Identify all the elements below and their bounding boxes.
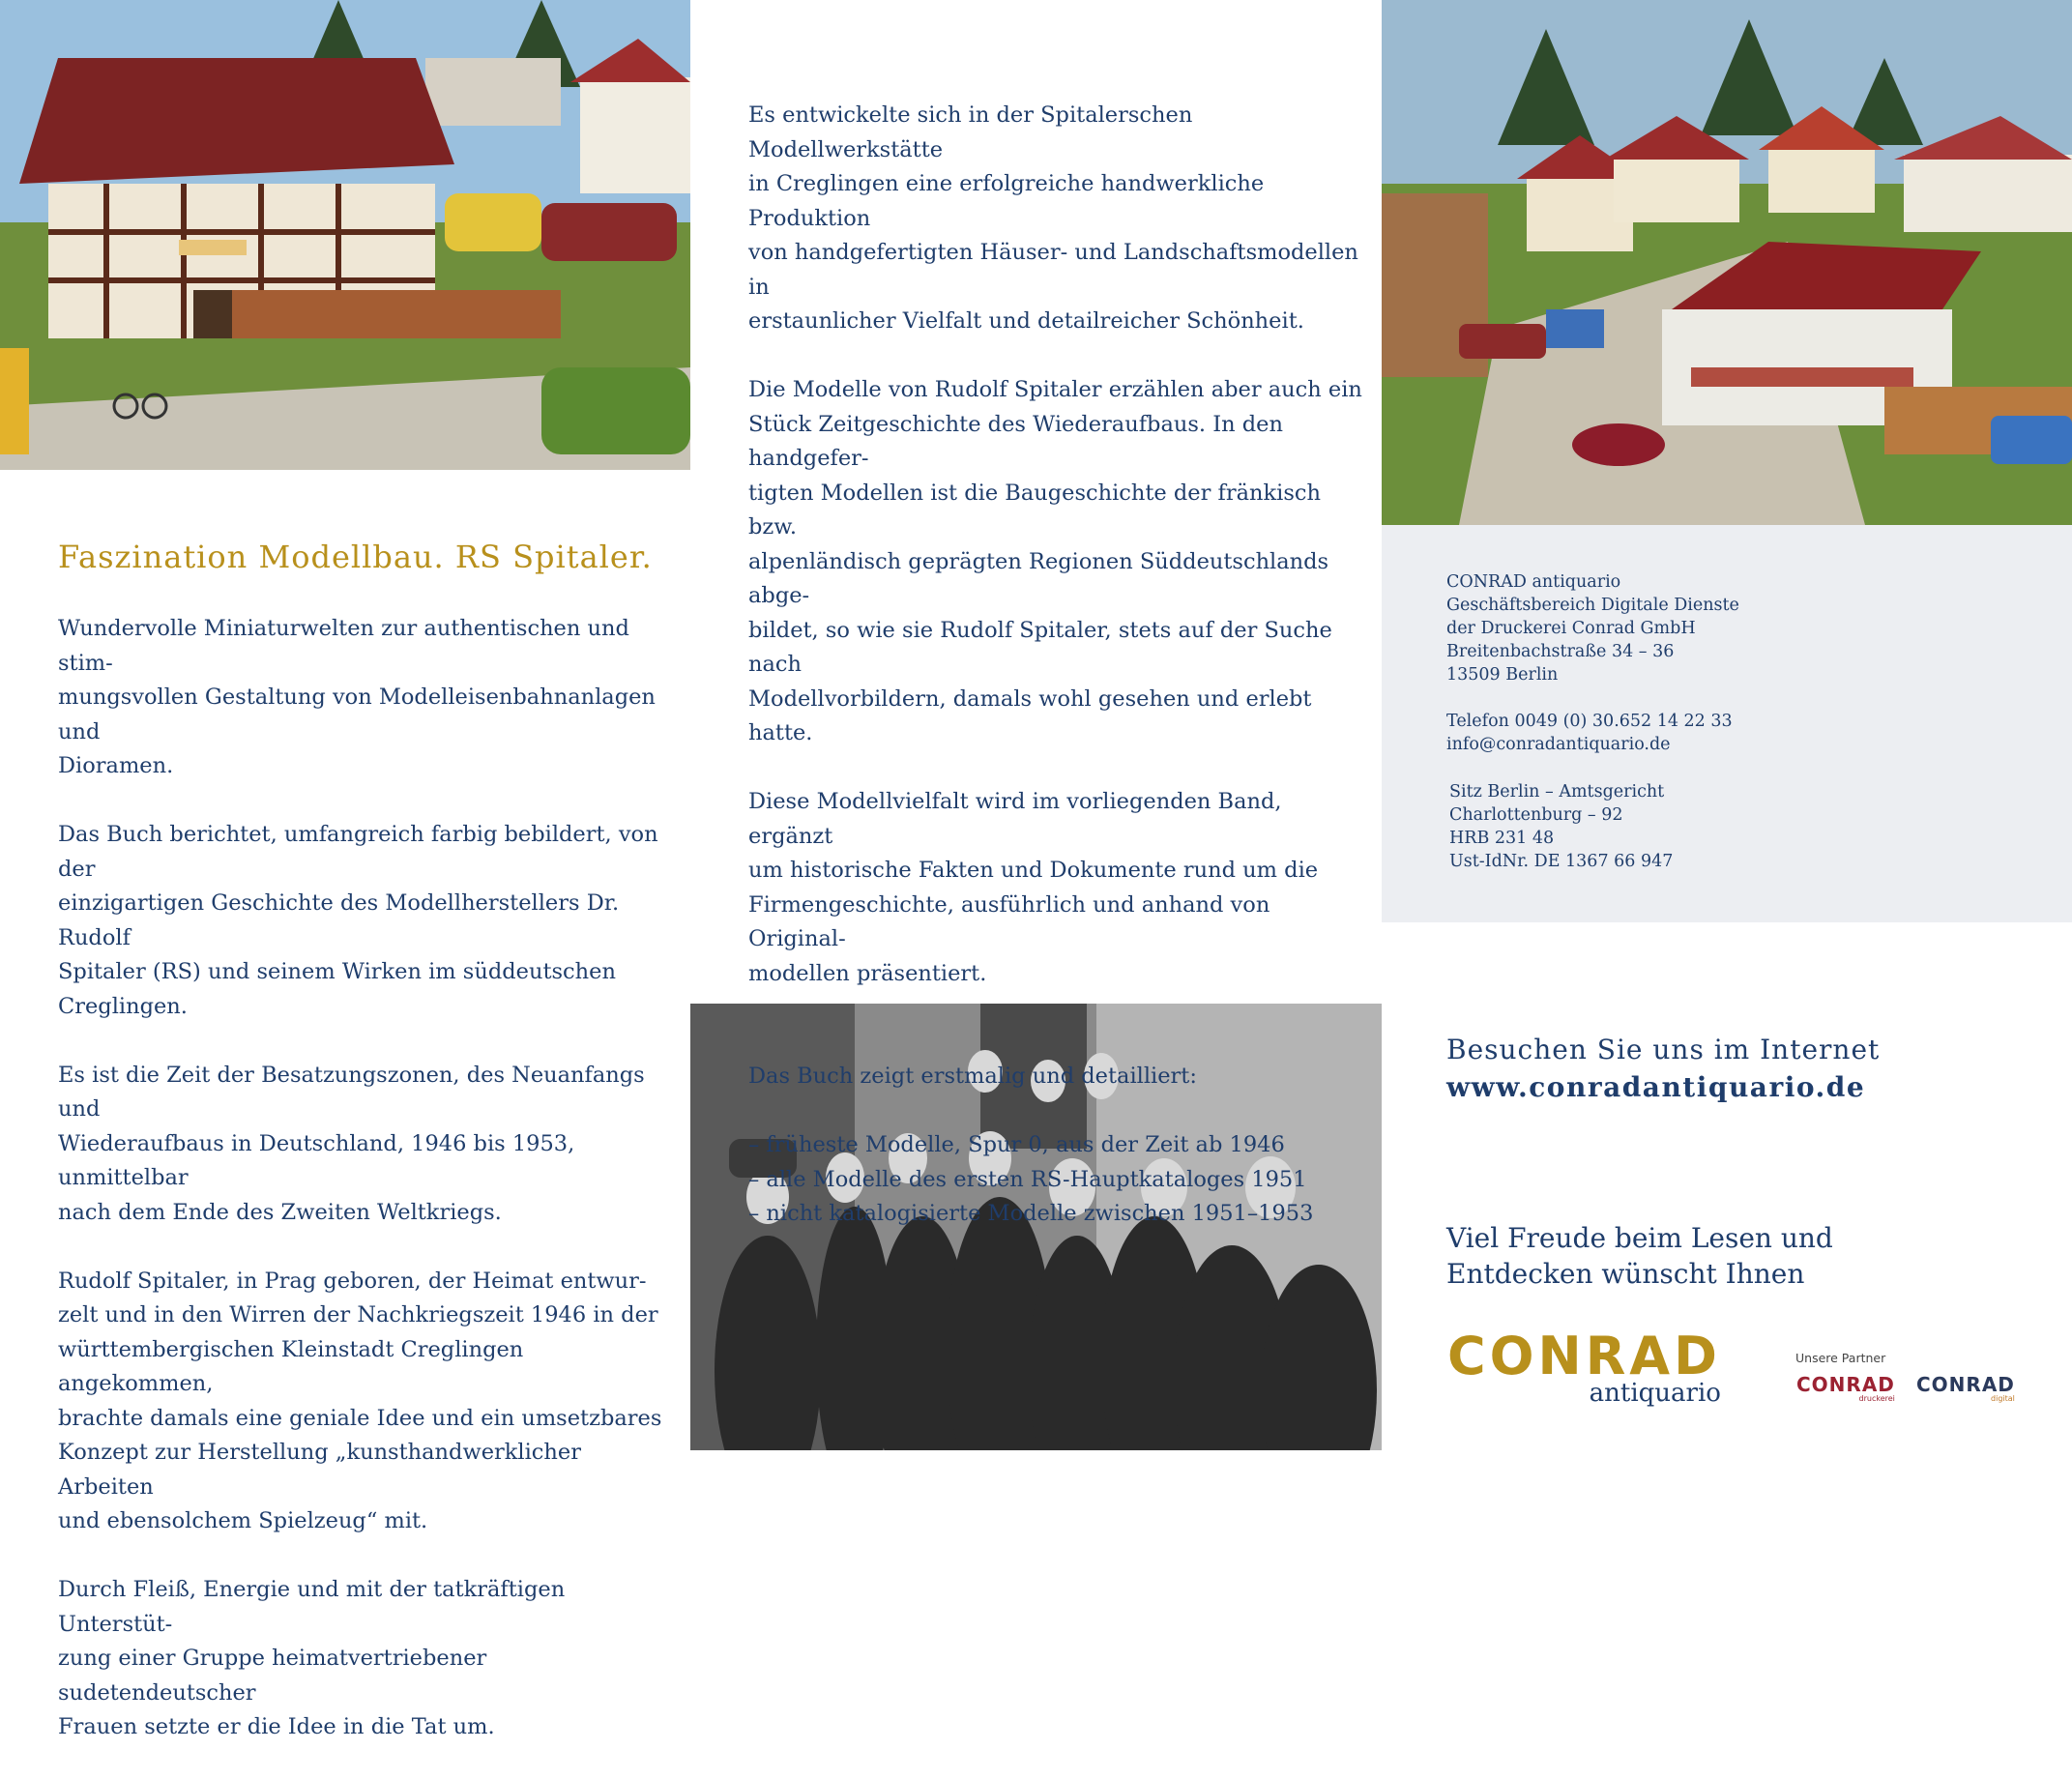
text-line: Rudolf Spitaler, in Prag geboren, der Heimat entwur- — [58, 1268, 647, 1294]
text-line: Diese Modellvielfalt wird im vorliegenden Band, ergänzt — [748, 789, 1282, 849]
text-line: Die Modelle von Rudolf Spitaler erzählen aber auch ein — [748, 377, 1362, 402]
text-line: Frauen setzte er die Idee in die Tat um. — [58, 1714, 495, 1739]
text-line: und ebensolchem Spielzeug“ mit. — [58, 1508, 428, 1533]
text-line: bildet, so wie sie Rudolf Spitaler, stets auf der Suche nach — [748, 617, 1332, 677]
left-column — [58, 612, 677, 1779]
contact-block — [1446, 710, 1733, 756]
middle-column — [748, 99, 1367, 1232]
text-line: erstaunlicher Vielfalt und detailreicher Schönheit. — [748, 308, 1304, 334]
text-line: Firmengeschichte, ausführlich und anhand von Original- — [748, 891, 1270, 951]
logo-wordmark: CONRAD — [1447, 1326, 1721, 1386]
paragraph — [58, 1059, 677, 1231]
legal-line: Ust-IdNr. DE 1367 66 947 — [1449, 852, 1674, 871]
address-line: CONRAD antiquario — [1446, 572, 1621, 592]
text-line: Durch Fleiß, Energie und mit der tatkräftigen Unterstüt- — [58, 1577, 566, 1637]
list-item: – nicht katalogisierte Modelle zwischen 1951–1953 — [748, 1201, 1314, 1226]
list-item: – früheste Modelle, Spur 0, aus der Zeit ab 1946 — [748, 1132, 1285, 1157]
visit-text: Besuchen Sie uns im Internet — [1446, 1034, 1881, 1065]
partner-wordmark: CONRAD — [1796, 1373, 1895, 1396]
partner-wordmark: CONRAD — [1916, 1373, 2015, 1396]
text-line: Das Buch berichtet, umfangreich farbig bebildert, von der — [58, 822, 658, 882]
text-line: brachte damals eine geniale Idee und ein umsetzbares — [58, 1405, 662, 1431]
legal-line: Charlottenburg – 92 — [1449, 805, 1623, 825]
website-link[interactable]: www.conradantiquario.de — [1446, 1071, 1866, 1103]
legal-block — [1449, 780, 1673, 873]
text-line: Konzept zur Herstellung „kunsthandwerklicher Arbeiten — [58, 1440, 581, 1500]
text-line: Spitaler (RS) und seinem Wirken im süddeutschen Creglingen. — [58, 959, 616, 1019]
partner-label: Unsere Partner — [1795, 1351, 1886, 1365]
text-line: Wundervolle Miniaturwelten zur authentischen und stim- — [58, 616, 629, 676]
model-village-hotel-photo — [0, 0, 690, 470]
address-line: 13509 Berlin — [1446, 665, 1559, 685]
paragraph — [58, 1573, 677, 1745]
phone-number: Telefon 0049 (0) 30.652 14 22 33 — [1446, 712, 1733, 731]
partner-subtitle: druckerei — [1858, 1394, 1895, 1403]
paragraph — [748, 373, 1367, 751]
model-village-houses-photo — [1382, 0, 2072, 525]
imprint-panel — [1382, 525, 2072, 922]
text-line: Es ist die Zeit der Besatzungszonen, des Neuanfangs und — [58, 1062, 645, 1122]
address-line: der Druckerei Conrad GmbH — [1446, 619, 1696, 638]
text-line: zelt und in den Wirren der Nachkriegszeit 1946 in der — [58, 1302, 658, 1327]
text-line: Es entwickelte sich in der Spitalerschen Modellwerkstätte — [748, 102, 1193, 162]
greeting-line: Viel Freude beim Lesen und — [1446, 1222, 1833, 1254]
text-line: nach dem Ende des Zweiten Weltkriegs. — [58, 1199, 502, 1225]
address-line: Breitenbachstraße 34 – 36 — [1446, 642, 1675, 661]
legal-line: HRB 231 48 — [1449, 829, 1555, 848]
greeting-line: Entdecken wünscht Ihnen — [1446, 1258, 1805, 1290]
address-block — [1446, 570, 1739, 686]
text-line: modellen präsentiert. — [748, 960, 987, 986]
paragraph — [58, 1265, 677, 1539]
list-intro: Das Buch zeigt erstmalig und detailliert: — [748, 1064, 1197, 1089]
paragraph — [58, 612, 677, 784]
text-line: um historische Fakten und Dokumente rund um die — [748, 858, 1319, 883]
text-line: Dioramen. — [58, 753, 174, 778]
text-line: Stück Zeitgeschichte des Wiederaufbaus. In den handgefer- — [748, 411, 1283, 471]
paragraph — [58, 818, 677, 1024]
text-line: von handgefertigten Häuser- und Landschaftsmodellen in — [748, 240, 1358, 300]
conrad-antiquario-logo — [1447, 1326, 1721, 1408]
text-line: einzigartigen Geschichte des Modellherstellers Dr. Rudolf — [58, 890, 620, 950]
page-title: Faszination Modellbau. RS Spitaler. — [58, 539, 653, 575]
text-line: in Creglingen eine erfolgreiche handwerkliche Produktion — [748, 171, 1265, 231]
partner-logo-druckerei — [1796, 1375, 1895, 1403]
list-item: – alle Modelle des ersten RS-Hauptkataloges 1951 — [748, 1166, 1307, 1192]
text-line: tigten Modellen ist die Baugeschichte der fränkisch bzw. — [748, 480, 1321, 540]
paragraph — [748, 785, 1367, 991]
greeting — [1446, 1220, 1833, 1292]
partner-subtitle: digital — [1991, 1394, 2015, 1403]
text-line: alpenländisch geprägten Regionen Süddeutschlands abge- — [748, 548, 1329, 608]
legal-line: Sitz Berlin – Amtsgericht — [1449, 782, 1665, 802]
paragraph — [748, 99, 1367, 339]
address-line: Geschäftsbereich Digitale Dienste — [1446, 596, 1739, 615]
text-line: Modellvorbildern, damals wohl gesehen und erlebt hatte. — [748, 685, 1312, 745]
logo-subtitle: antiquario — [1589, 1379, 1721, 1408]
text-line: württembergischen Kleinstadt Creglingen angekommen, — [58, 1336, 524, 1396]
email-address[interactable]: info@conradantiquario.de — [1446, 735, 1671, 754]
text-line: zung einer Gruppe heimatvertriebener sudetendeutscher — [58, 1646, 487, 1706]
partner-logo-digital — [1916, 1375, 2015, 1403]
feature-list — [748, 1128, 1367, 1232]
text-line: Wiederaufbaus in Deutschland, 1946 bis 1953, unmittelbar — [58, 1130, 575, 1190]
text-line: mungsvollen Gestaltung von Modelleisenbahnanlagen und — [58, 685, 656, 744]
